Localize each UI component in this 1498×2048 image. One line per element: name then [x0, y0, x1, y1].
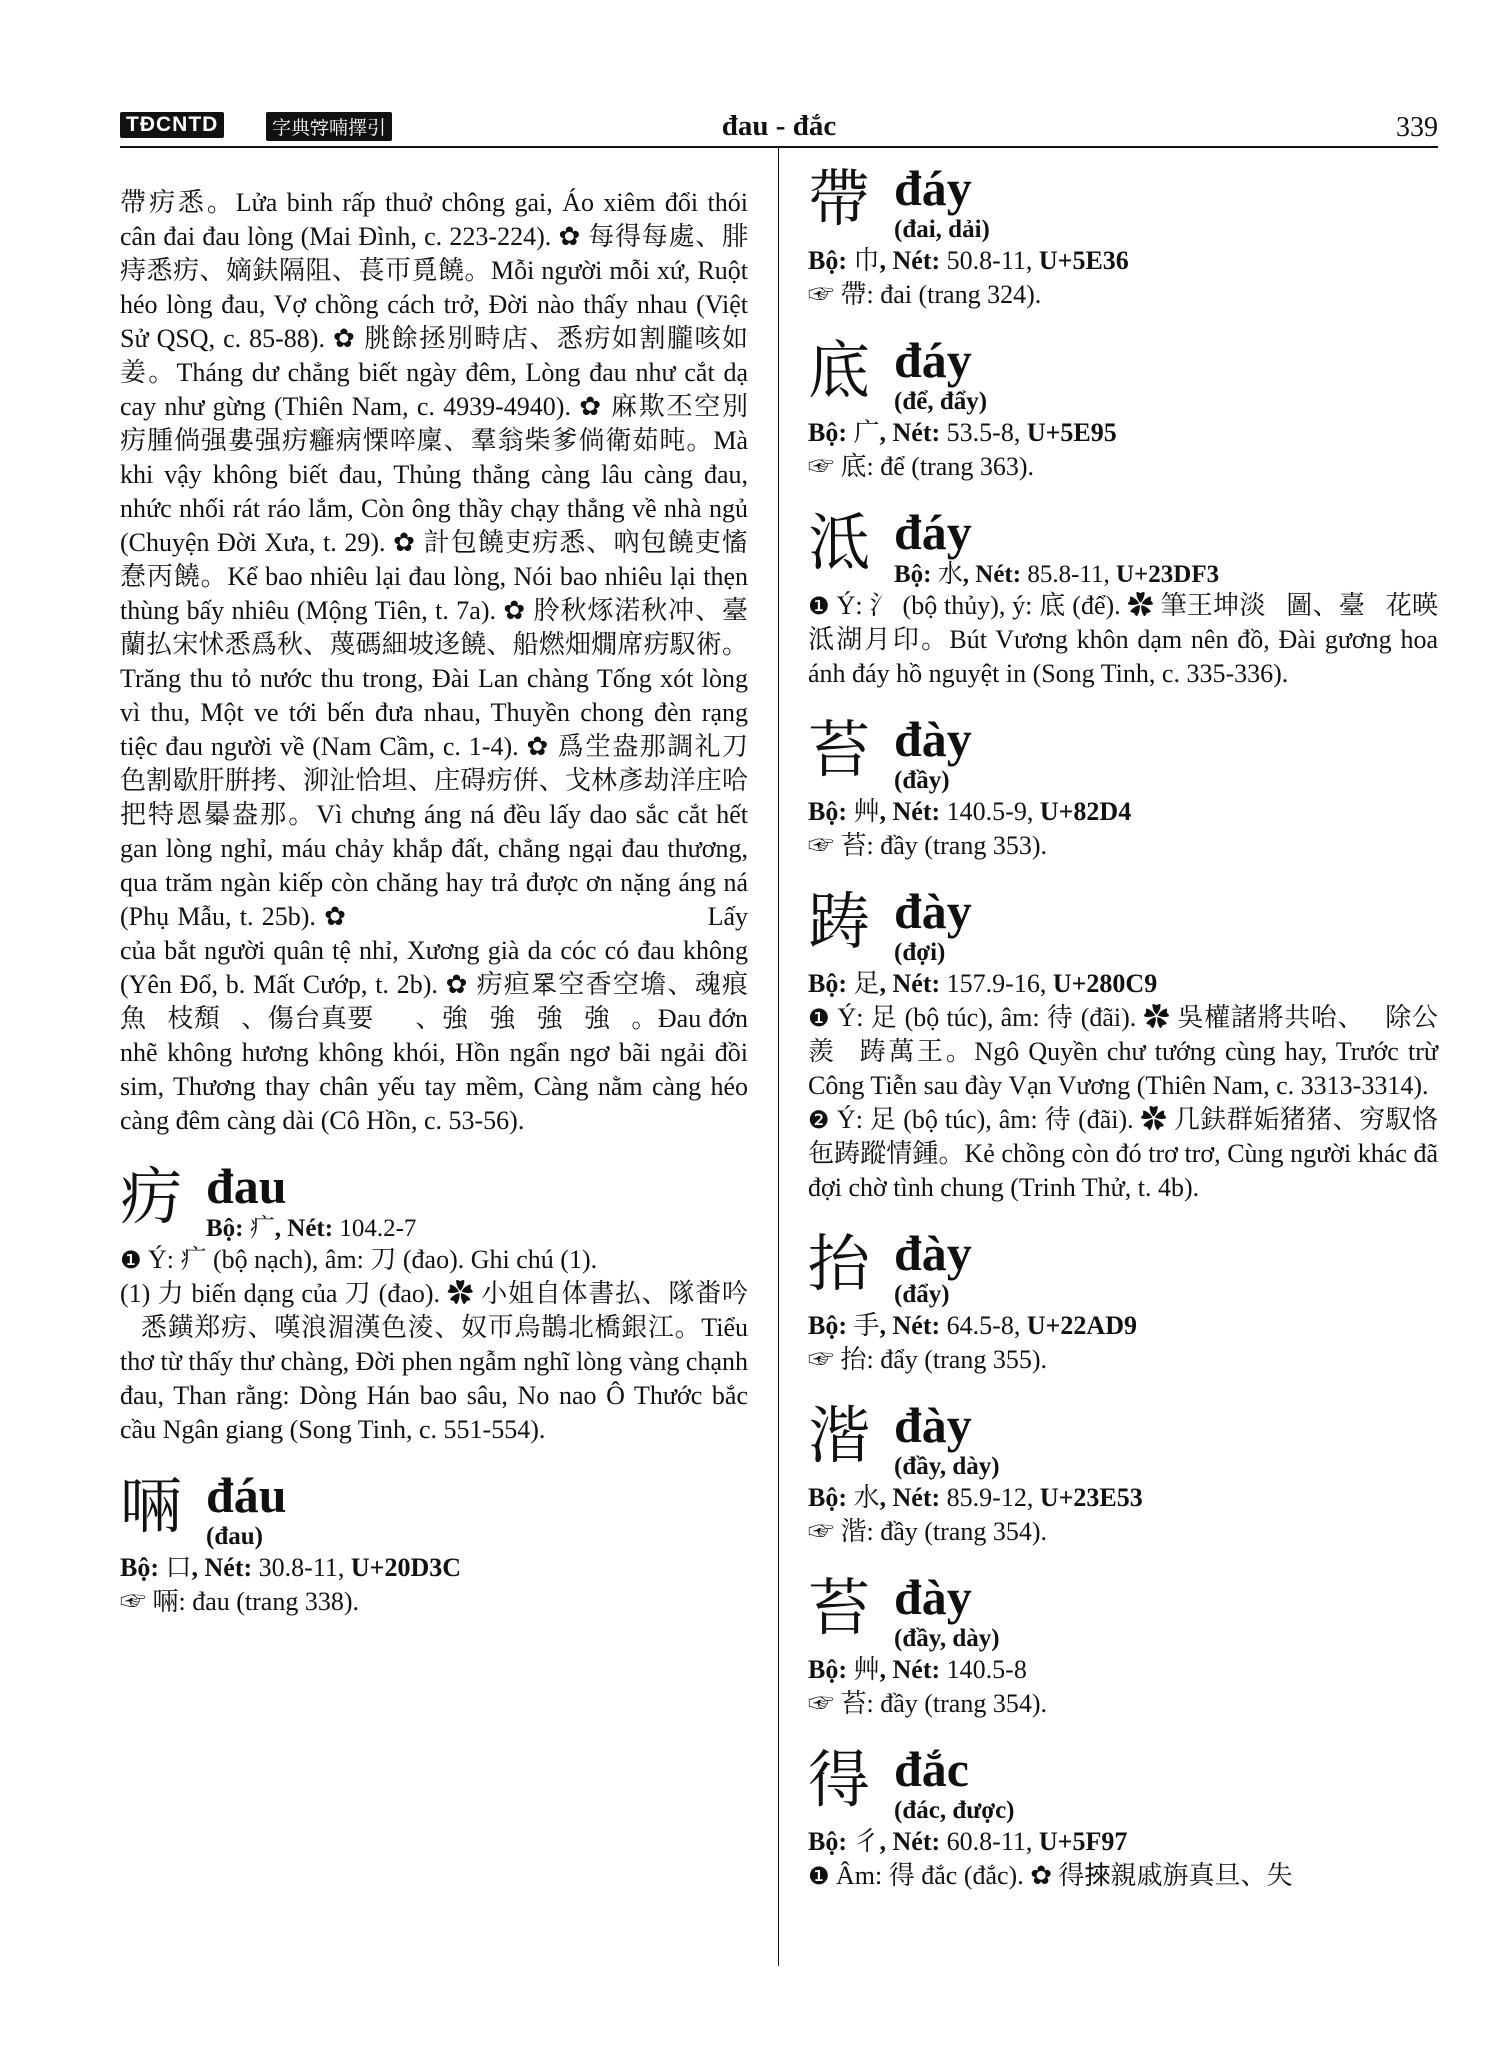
entry-headword: đắc — [894, 1741, 969, 1797]
page-header — [120, 108, 1438, 148]
entry-cross-reference: ☞ 底: để (trang 363). — [808, 452, 1035, 481]
logo-han-nom: 字典𡨸喃擇引 — [266, 112, 392, 141]
entry-radical-info: Bộ: 水, Nét: 85.8-11, U+23DF3 — [894, 559, 1220, 588]
entry-day-1 — [808, 160, 1438, 312]
entry-alt-readings: (để, đẩy) — [894, 388, 988, 415]
running-head: đau - đắc — [721, 110, 837, 142]
entry-day-7 — [808, 1397, 1438, 1549]
entry-hanzi: 踌 — [808, 885, 871, 958]
entry-headword: đau — [206, 1158, 287, 1214]
entry-hanzi: 疠 — [120, 1160, 183, 1233]
entry-radical-info: Bộ: 艸, Nét: 140.5-9, U+82D4 — [808, 797, 1132, 827]
entry-day-5 — [808, 883, 1438, 1205]
entry-day-3 — [808, 504, 1438, 691]
entry-radical-info: Bộ: 疒, Nét: 104.2-7 — [206, 1213, 417, 1242]
entry-day-4 — [808, 711, 1438, 863]
entry-headword: đày — [894, 1225, 972, 1281]
entry-alt-readings: (đẩy) — [894, 1281, 950, 1308]
entry-day-2 — [808, 332, 1438, 484]
entry-radical-info: Bộ: 巾, Nét: 50.8-11, U+5E36 — [808, 246, 1129, 276]
entry-alt-readings: (đác, được) — [894, 1797, 1015, 1824]
entry-sense: ❶ Âm: 得 đắc (đắc). ✿ 得𢯦親戚旃真旦、失 — [808, 1861, 1293, 1890]
entry-day-8 — [808, 1569, 1438, 1721]
entry-radical-info: Bộ: 手, Nét: 64.5-8, U+22AD9 — [808, 1311, 1137, 1341]
entry-radical-info: Bộ: 艸, Nét: 140.5-8 — [808, 1655, 1027, 1685]
entry-dau — [120, 1158, 748, 1447]
entry-day-6 — [808, 1225, 1438, 1377]
entry-radical-info: Bộ: 口, Nét: 30.8-11, U+20D3C — [120, 1553, 462, 1583]
entry-alt-readings: (đầy, dày) — [894, 1453, 1000, 1480]
entry-sense: ❶ Ý: 疒 (bộ nạch), âm: 刀 (đao). Ghi chú (1). — [120, 1245, 598, 1274]
page-number: 339 — [1396, 112, 1438, 143]
entry-headword: đày — [894, 1569, 972, 1625]
entry-cross-reference: ☞ 抬: đẩy (trang 355). — [808, 1345, 1048, 1374]
entry-radical-info: Bộ: 彳, Nét: 60.8-11, U+5F97 — [808, 1827, 1128, 1857]
entry-headword: đáu — [206, 1467, 287, 1523]
entry-headword: đày — [894, 883, 972, 939]
entry-hanzi: 苔 — [808, 1571, 871, 1644]
entry-cross-reference: ☞ 苔: đầy (trang 353). — [808, 831, 1048, 860]
entry-cross-reference: ☞ 啢: đau (trang 338). — [120, 1587, 360, 1616]
entry-dac — [808, 1741, 1438, 1893]
entry-hanzi: 苔 — [808, 713, 871, 786]
entry-hanzi: 湝 — [808, 1399, 871, 1472]
entry-hanzi: 抬 — [808, 1227, 871, 1300]
entry-headword: đày — [894, 1397, 972, 1453]
column-divider — [778, 146, 779, 1966]
entry-hanzi: 啢 — [120, 1469, 183, 1542]
entry-dau-2 — [120, 1467, 748, 1619]
entry-hanzi: 得 — [808, 1743, 871, 1816]
entry-headword: đáy — [894, 504, 972, 560]
entry-cross-reference: ☞ 湝: đầy (trang 354). — [808, 1517, 1048, 1546]
entry-radical-info: Bộ: 广, Nét: 53.5-8, U+5E95 — [808, 418, 1117, 448]
entry-alt-readings: (đợi) — [894, 939, 946, 966]
entry-sense: ❶ Ý: 足 (bộ túc), âm: 待 (đãi). ✿ 吳權諸將共咍、𨋤除公羨𨋤踌萬王。Ngô Quyền chư tướng cùng hay, Trước trừ Công Tiễn sau đày Vạn Vương (Thiên Nam, c. 3313-3314). — [808, 1003, 1439, 1100]
entry-headword: đáy — [894, 332, 972, 388]
entry-alt-readings: (đai, dải) — [894, 216, 990, 243]
right-column — [808, 160, 1438, 1893]
entry-radical-info: Bộ: 水, Nét: 85.9-12, U+23E53 — [808, 1483, 1143, 1513]
logo-tdcntd: TĐCNTD — [120, 112, 224, 138]
entry-cross-reference: ☞ 帶: đai (trang 324). — [808, 280, 1042, 309]
entry-note: (1) 力 biến dạng của 刀 (đao). ✿ 小姐自体書払、隊畨吟𠾕悉鐄郑疠、嘆浪湄漢色淩、奴帀烏鵲北橋銀江。Tiểu thơ từ thấy thư chàng, Đời phen ngẫm nghĩ lòng vàng chạnh đau, Than rằng: Dòng Hán bao sâu, No nao Ô Thước bắc cầu Ngân giang (Song Tinh, c. 551-554). — [120, 1279, 748, 1444]
entry-sense: ❶ Ý: 氵 (bộ thủy), ý: 底 (để). ✿ 筆王坤淡𨋤圖、臺𥣘花暎泜湖月印。Bút Vương khôn dạm nên đồ, Đài gương hoa ánh đáy hồ nguyệt in (Song Tinh, c. 335-336). — [808, 591, 1439, 688]
entry-hanzi: 底 — [808, 334, 871, 407]
entry-hanzi: 帶 — [808, 162, 871, 235]
entry-headword: đáy — [894, 160, 972, 216]
continuation-text: 帶疠悉。Lửa binh rấp thuở chông gai, Áo xiêm đổi thói cân đai đau lòng (Mai Đình, c. 223-224). ✿ 每得每處、腓痔悉疠、嫡鈇隔阻、萇帀覓饒。Mỗi người mỗi xứ, Ruột héo lòng đau, Vợ chồng cách trở, Đời nào thấy nhau (Việt Sử QSQ, c. 85-88). ✿ 朓餘拯別畤店、悉疠如割朧咳如姜。Tháng dư chẳng biết ngày đêm, Lòng đau như cắt dạ cay như gừng (Thiên Nam, c. 4939-4940). ✿ 麻欺丕空別疠腫倘强婁强疠癰病慄啐廩、羣翁柴爹倘衛茹旽。Mà khi vậy không biết đau, Thủng thẳng càng lâu càng đau, nhức nhối rát ráo lắm, Còn ông thầy chạy thẳng về nhà ngủ (Chuyện Đời Xưa, t. 29). ✿ 計包饒吏疠悉、吶包饒吏慉惷丙饒。Kể bao nhiêu lại đau lòng, Nói bao nhiêu lại thẹn thùng bấy nhiêu (Mộng Tiên, t. 7a). ✿ 朎秋烼渃秋冲、臺蘭払宋怵悉爲秋、蔑碼細坡迻饒、船燃畑燗席疠馭術。Trăng thu tỏ nước thu trong, Đài Lan chàng Tống xót lòng vì thu, Một ve tới bến đưa nhau, Thuyền chong đèn rạng tiệc đau người về (Nam Cầm, c. 1-4). ✿ 爲坣盎那調礼刀色割歇肝腁拷、泖沚恰坦、庄碍疠倂、戈林彥劫洋庄哈把特恩㬥盎那。Vì chưng áng ná đều lấy dao sắc cắt hết gan lòng nghỉ, máu chảy khắp đất, chẳng ngại đau thương, qua trăm ngàn kiếp còn chăng hay trả được ơn nặng áng ná (Phụ Mẫu, t. 25b). ✿ 𥘀貼扒馭軍弊哜、昌𦁹膠蛤固疠空。Lấy của bắt người quân tệ nhỉ, Xương già da cóc có đau không (Yên Đổ, b. Mất Cướp, t. 2b). ✿ 疠疸𦊚空香空㙴、魂痕魚𣘃枝頽𡖡、傷台真要𪀄𧙩、強𠞹強𢖖強𥊚強𩀳。Đau đớn nhẽ không hương không khói, Hồn ngẩn ngơ bãi ngải đồi sim, Thương thay chân yếu tay mềm, Càng nằm càng héo càng đêm càng dài (Cô Hồn, c. 53-56). — [120, 188, 748, 1135]
left-column — [120, 186, 748, 1619]
entry-hanzi: 泜 — [808, 506, 871, 579]
header-rule — [120, 146, 1438, 148]
entry-alt-readings: (đầy, dày) — [894, 1625, 1000, 1652]
entry-headword: đày — [894, 711, 972, 767]
entry-sense-2: ❷ Ý: 足 (bộ túc), âm: 待 (đãi). ✿ 几鈇群姤猪猪、穷馭恪㐌踌蹤情鍾。Kẻ chồng còn đó trơ trơ, Cùng người khác đã đợi chờ tình chung (Trinh Thử, t. 4b). — [808, 1105, 1439, 1202]
entry-cross-reference: ☞ 苔: đầy (trang 354). — [808, 1689, 1048, 1718]
entry-radical-info: Bộ: 足, Nét: 157.9-16, U+280C9 — [808, 969, 1158, 999]
entry-alt-readings: (đầy) — [894, 767, 950, 794]
entry-alt-readings: (đau) — [206, 1523, 263, 1550]
